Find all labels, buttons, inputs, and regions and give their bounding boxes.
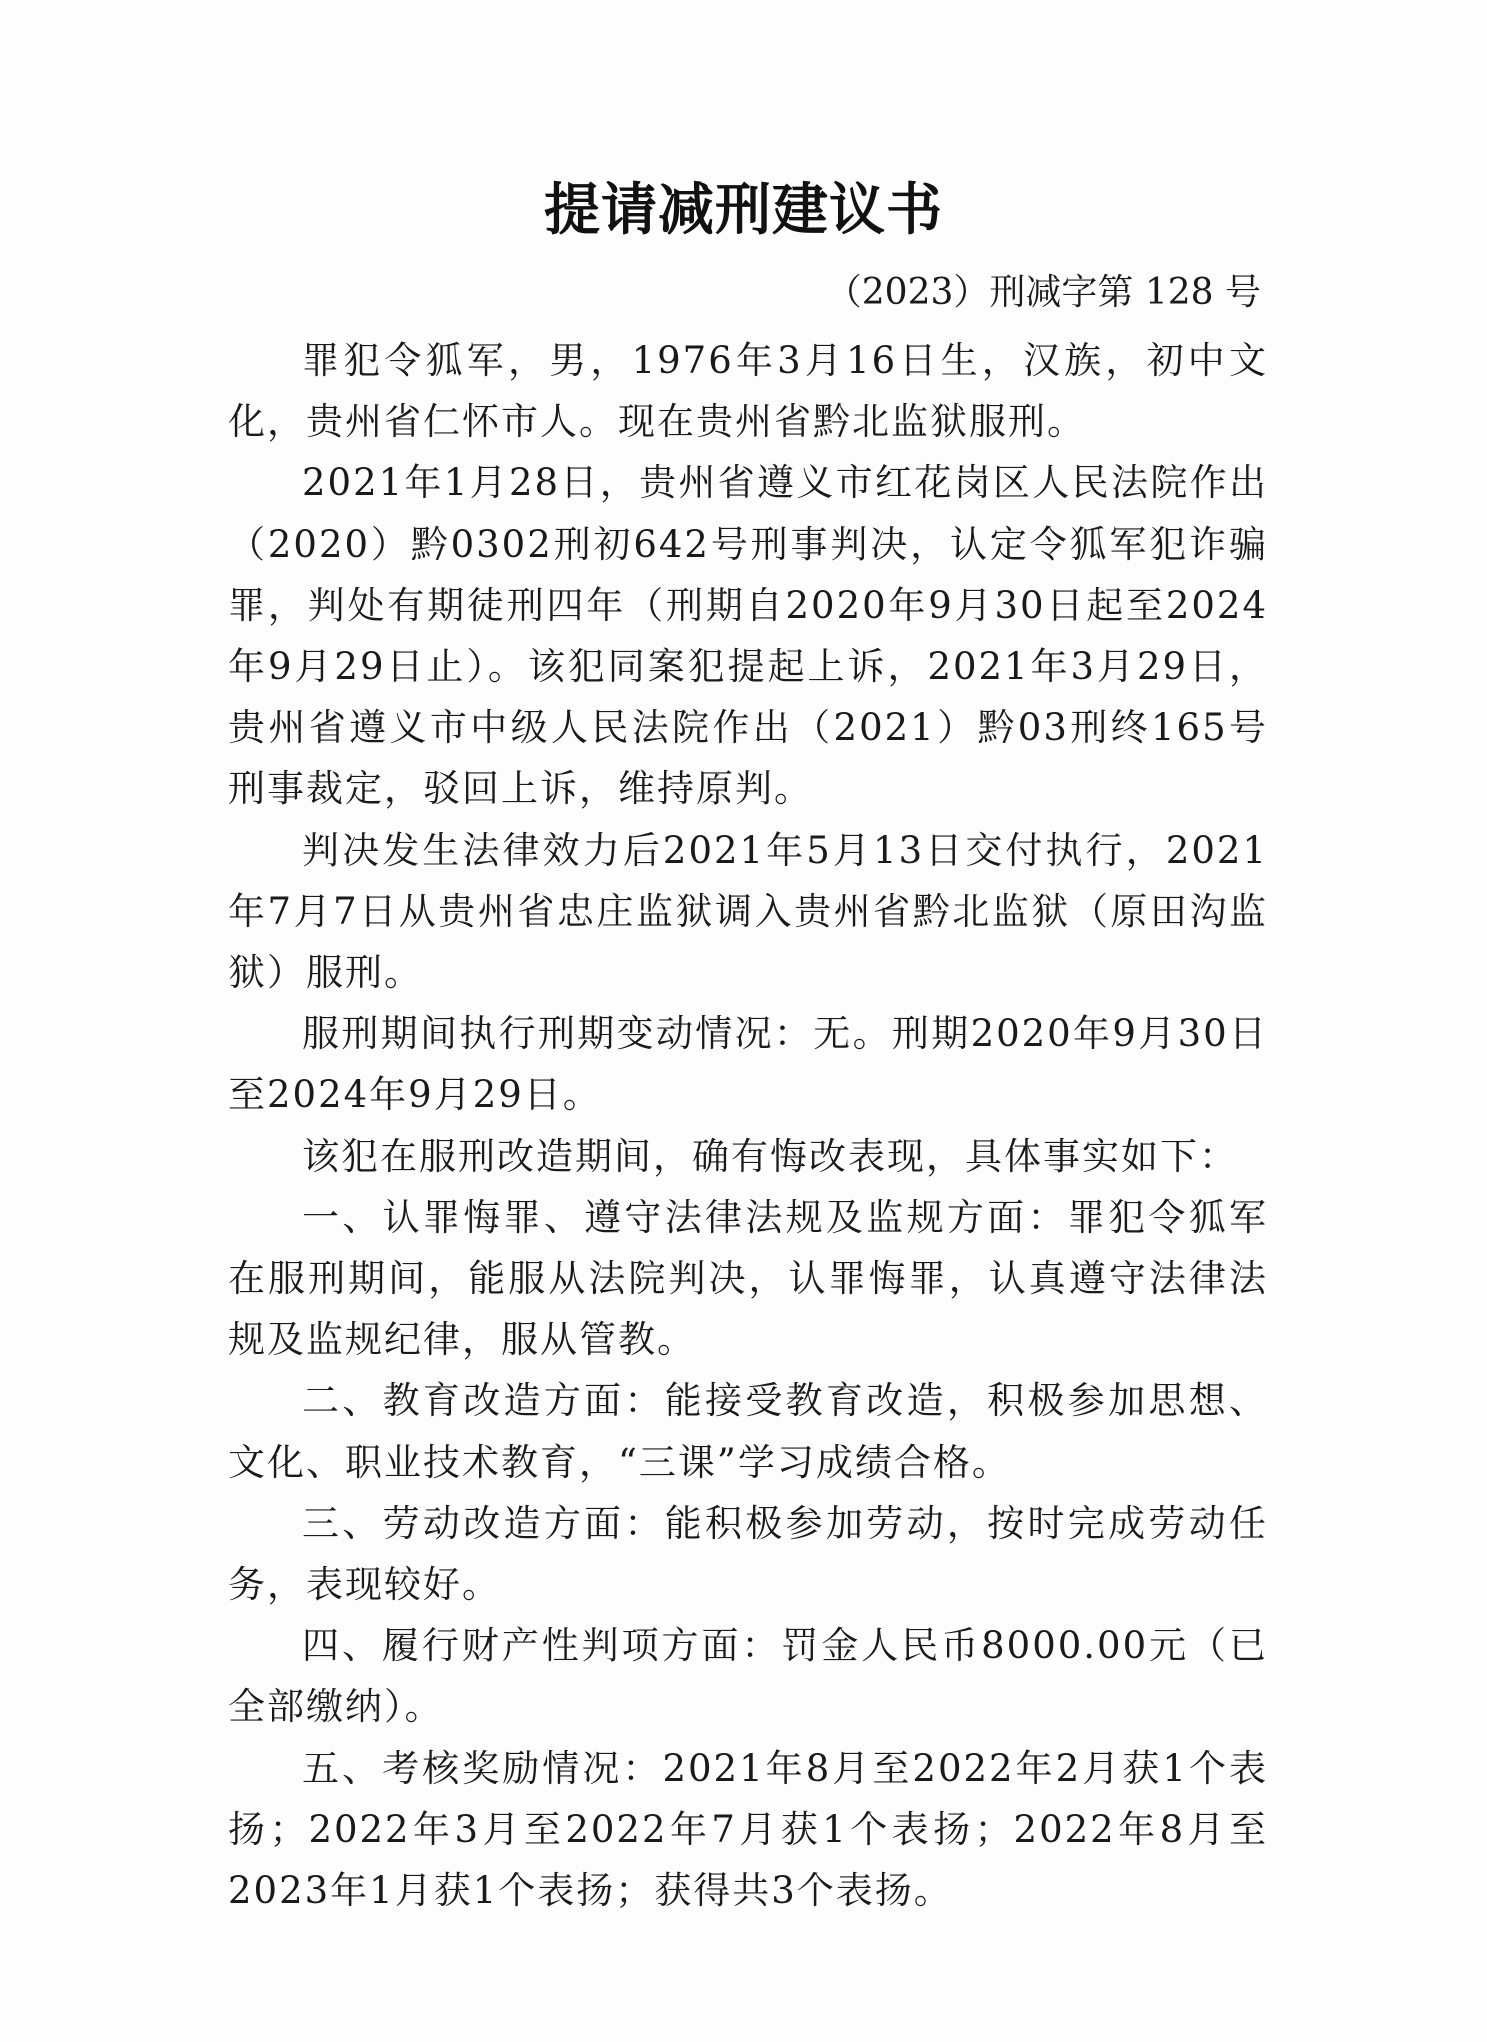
paragraph-execution: 判决发生法律效力后2021年5月13日交付执行，2021年7月7日从贵州省忠庄监狱调入贵州省黔北监狱（原田沟监狱）服刑。 <box>228 828 1268 995</box>
paragraph-prisoner-info: 罪犯令狐军，男，1976年3月16日生，汉族，初中文化，贵州省仁怀市人。现在贵州省黔北监狱服刑。 <box>228 339 1268 444</box>
paragraph-rewards: 五、考核奖励情况：2021年8月至2022年2月获1个表扬；2022年3月至2022年7月获1个表扬；2022年8月至2023年1月获1个表扬；获得共3个表扬。 <box>228 1746 1268 1913</box>
document-title: 提请减刑建议书 <box>544 177 943 243</box>
paragraph-sentence-changes: 服刑期间执行刑期变动情况：无。刑期2020年9月30日至2024年9月29日。 <box>228 1012 1268 1117</box>
paragraph-education: 二、教育改造方面：能接受教育改造，积极参加思想、文化、职业技术教育，“三课”学习成绩合格。 <box>228 1379 1268 1484</box>
paragraph-judgment: 2021年1月28日，贵州省遵义市红花岗区人民法院作出（2020）黔0302刑初642号刑事判决，认定令狐军犯诈骗罪，判处有期徒刑四年（刑期自2020年9月30日起至2024年9月29日止）。该犯同案犯提起上诉，2021年3月29日，贵州省遵义市中级人民法院作出（2021）黔03刑终165号刑事裁定，驳回上诉，维持原判。 <box>228 461 1268 811</box>
document-body <box>228 330 1268 1921</box>
document-number: （2023）刑减字第 128 号 <box>825 272 1261 313</box>
paragraph-remorse-intro: 该犯在服刑改造期间，确有悔改表现，具体事实如下： <box>302 1134 1238 1178</box>
paragraph-law-compliance: 一、认罪悔罪、遵守法律法规及监规方面：罪犯令狐军在服刑期间，能服从法院判决，认罪悔罪，认真遵守法律法规及监规纪律，服从管教。 <box>228 1195 1268 1362</box>
paragraph-labor: 三、劳动改造方面：能积极参加劳动，按时完成劳动任务，表现较好。 <box>228 1501 1268 1607</box>
paragraph-property-fine: 四、履行财产性判项方面：罚金人民币8000.00元（已全部缴纳）。 <box>228 1624 1268 1729</box>
